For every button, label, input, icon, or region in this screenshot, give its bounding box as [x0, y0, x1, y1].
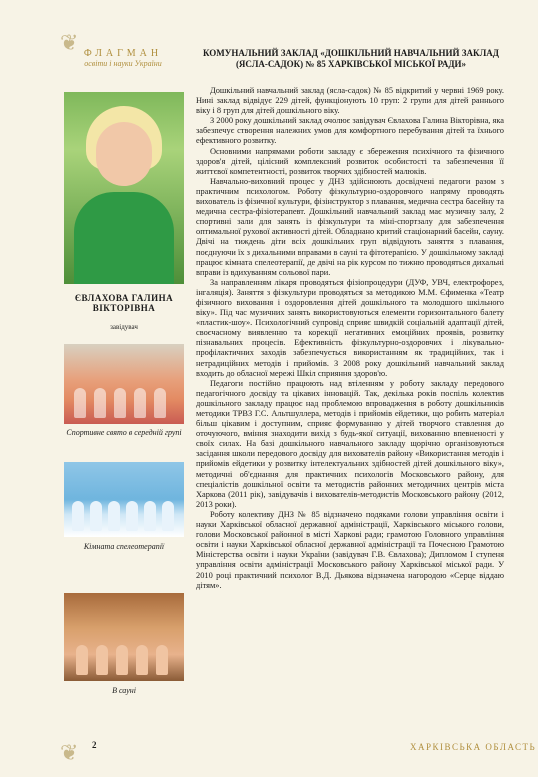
photo-sports	[64, 344, 184, 424]
portrait-photo	[64, 92, 184, 284]
person-role: завідувач	[110, 323, 138, 331]
photo-speleo	[64, 462, 184, 537]
caption-sports: Спортивне свято в середній групі	[66, 428, 182, 437]
paragraph: Основними напрямами роботи закладу є збереження психічного та фізичного здоров'я дітей, цілісний комплексний розвиток особистості та забезпечення її життєвої компетентності, розвиток творчих здібностей малюків.	[196, 146, 504, 176]
brand-tagline: освіти і науки України	[84, 59, 162, 68]
ornament-top-icon: ❦	[60, 30, 79, 55]
paragraph: Навчально-виховний процес у ДНЗ здійснюють досвідчені педагоги разом з практичним психологом. Роботу фізкультурно-оздоровчого напряму проводять вихователь із фізичної культури, фізінструктор з плавання, медична сестра басейну та медична сестра-фізіотерапевт. Дошкільний навчальний заклад має музичну залу, 2 спортивні зали для занять із фізкультури та міні-спортзалу для забезпечення оптимальної рухової активності дітей. Обладнано критий стаціонарний басейн, сауну. Двічі на тиждень діти всіх дошкільних груп відвідують заняття з плавання, поєднуючи їх з дихальними вправами в сауні та фітотерапією. У дошкільному закладі працює кімната спелеотерапії, де двічі на рік курсом по тижню проводяться дихальні вправи із вдихуванням сольової пари.	[196, 176, 504, 277]
brand-logo	[58, 48, 188, 68]
caption-sauna: В сауні	[112, 686, 136, 695]
article-body	[196, 86, 504, 591]
paragraph: Дошкільний навчальний заклад (ясла-садок) № 85 відкритий у червні 1969 року. Нині заклад відвідує 229 дітей, функціонують 10 груп: 2 групи для дітей раннього віку і 8 груп для дітей дошкільного віку.	[196, 86, 504, 116]
footer-region: ХАРКІВСЬКА ОБЛАСТЬ	[410, 742, 537, 752]
paragraph: Педагоги постійно працюють над втіленням у роботу закладу передового педагогічного досвіду та цікавих інновацій. Так, декілька років поспіль колектив дошкільного закладу працює над проблемою впровадження в роботу дошкільників методики ТРВЗ Г.С. Альтшуллера, методів і прийомів ейдетики, що робить матеріал більш цікавим і доступним, сприяє формуванню у дітей творчого ставлення до оточуючого, вміння знаходити вихід з будь-якої ситуації, вихованню впевненості у своїх силах. На базі дошкільного навчального закладу щорічно організовуються засідання школи передового досвіду для вихователів району «Використання методів і прийомів ейдетики у розвитку інтелектуальних здібностей дітей дошкільного віку», методичні об'єднання для практичних психологів Московського району, для спеціалістів дошкільної освіти та методистів районних методичних центрів міста Харкова (2011 рік), завідувачів і вихователів-методистів Московського району (2012, 2013 роки).	[196, 378, 504, 509]
photo-sauna	[64, 593, 184, 681]
person-name: ЄВЛАХОВА ГАЛИНА ВІКТОРІВНА	[74, 293, 174, 313]
page-number: 2	[92, 740, 97, 750]
paragraph: За направленням лікаря проводяться фізіопроцедури (ДУФ, УВЧ, електрофорез, інгаляція). Заняття з фізкультури проводяться за методикою М.М. Єфименка «Театр фізичного виховання і оздоровлення дітей дошкільного та молодшого шкільного віку». Під час музичних занять використовуються елементи горизонтального балету «пластик-шоу». Психологічний супровід сприяє швидкій соціальній адаптації дітей, своєчасному виявленню та корекції негативних емоційних проявів, розвитку пізнавальних процесів. Ефективність фізкультурно-оздоровчих і лікувально-профілактичних заходів забезпечується використанням як традиційних, так і нетрадиційних методів і прийомів. З 2008 року дошкільний навчальний заклад входить до обласної мережі Шкіл сприяння здоров'ю.	[196, 277, 504, 378]
caption-speleo: Кімната спелеотерапії	[83, 542, 165, 551]
ornament-bottom-icon: ❦	[60, 740, 79, 765]
paragraph: З 2000 року дошкільний заклад очолює завідувач Євлахова Галина Вікторівна, яка забезпечує створення належних умов для комфортного перебування дітей та їхнього ефективного розвитку.	[196, 116, 504, 146]
brand-name: ФЛАГМАН	[83, 48, 163, 59]
article-title: КОМУНАЛЬНИЙ ЗАКЛАД «ДОШКІЛЬНИЙ НАВЧАЛЬНИЙ ЗАКЛАД (ЯСЛА-САДОК) № 85 ХАРКІВСЬКОЇ МІСЬКОЇ РАДИ»	[203, 48, 499, 69]
paragraph: Роботу колективу ДНЗ № 85 відзначено подяками голови управління освіти і науки Харківської обласної державної адміністрації, Харківського міського голови, голови Московської районної в місті Харкові ради; грамотою Головного управління освіти і науки Харківської обласної державної адміністрації та Почесною Грамотою Міністерства освіти і науки України (завідувач Г.В. Євлахова); Дипломом I ступеня управління освіти адміністрації Московського району Харківської міської ради. У 2010 році практичний психолог В.Д. Дьякова відзначена нагородою «Серце віддаю дітям».	[196, 509, 504, 590]
